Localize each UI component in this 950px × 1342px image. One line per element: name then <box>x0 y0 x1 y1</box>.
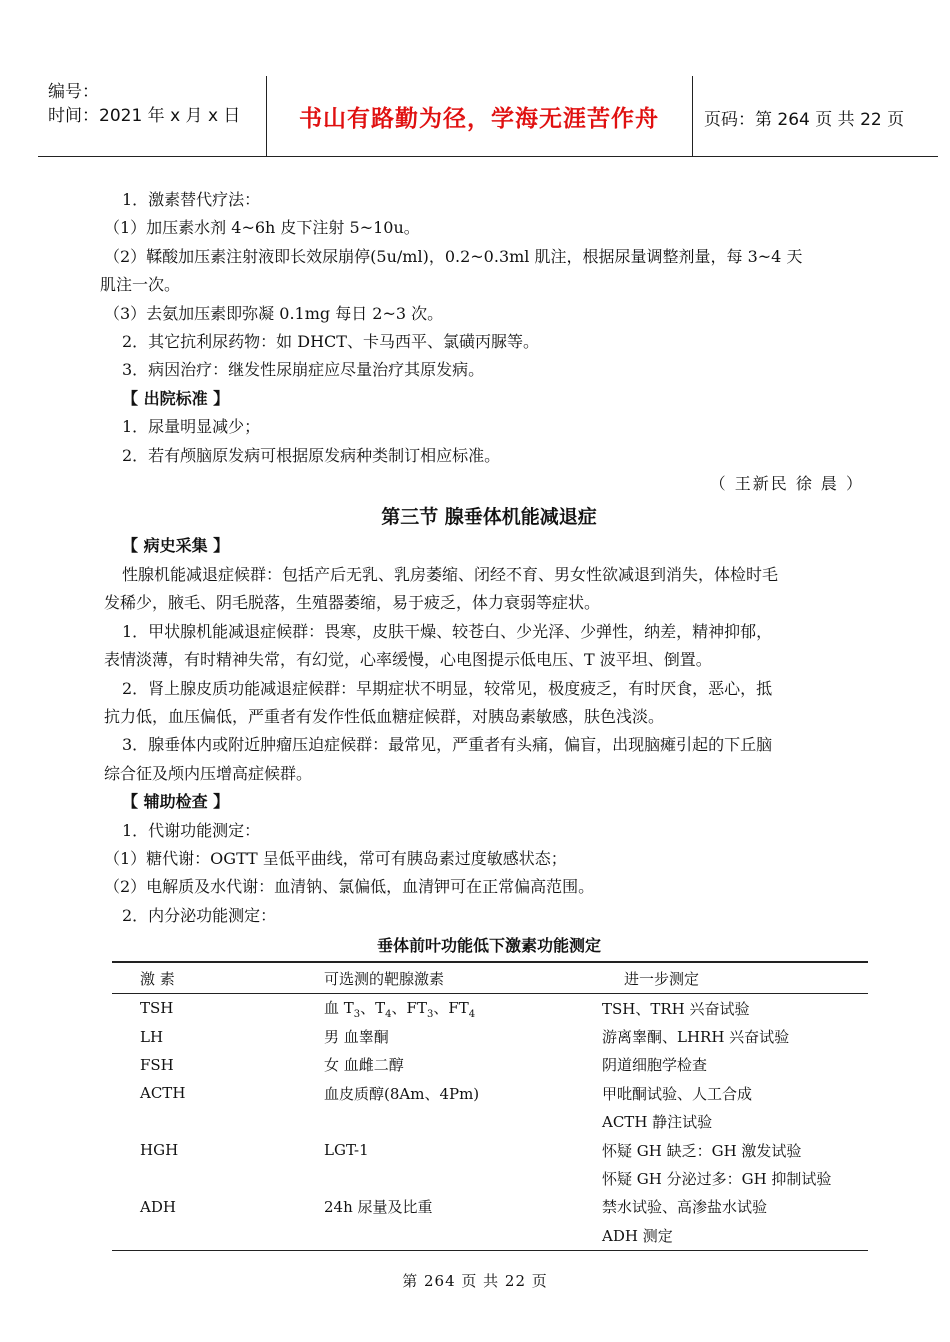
paragraph: 2．若有颅脑原发病可根据原发病种类制订相应标准。 <box>122 445 501 465</box>
column-header: 进一步测定 <box>624 969 700 988</box>
paragraph: 3．病因治疗：继发性尿崩症应尽量治疗其原发病。 <box>122 360 485 380</box>
document-body <box>100 186 874 961</box>
table-row <box>112 1136 868 1164</box>
paragraph: 综合征及颅内压增高症候群。 <box>104 763 313 783</box>
table-cell: 血皮质醇(8Am、4Pm) <box>324 1084 480 1103</box>
header-time: 时间：2021 年 x 月 x 日 <box>48 106 241 126</box>
section-heading-aux: 【 辅助检查 】 <box>122 792 230 812</box>
paragraph: 表情淡薄，有时精神失常，有幻觉，心率缓慢，心电图提示低电压、T 波平坦、倒置。 <box>104 650 712 670</box>
subscript: 4 <box>468 1008 476 1020</box>
table-cell <box>112 1108 300 1136</box>
subscript: 3 <box>353 1008 361 1020</box>
cell-text: 、T <box>360 998 386 1017</box>
table-title: 垂体前叶功能低下激素功能测定 <box>376 936 601 956</box>
page-footer: 第 264 页 共 22 页 <box>402 1272 548 1290</box>
table-cell: ACTH <box>140 1084 186 1103</box>
table-cell: 禁水试验、高渗盐水试验 <box>602 1198 768 1217</box>
table-cell: 阴道细胞学检查 <box>602 1056 708 1075</box>
header-meta <box>48 80 268 128</box>
hormone-test-table <box>112 961 868 1251</box>
paragraph: 1．甲状腺机能减退症候群：畏寒，皮肤干燥、较苍白、少光泽、少弹性，纳差，精神抑郁， <box>122 621 773 641</box>
header-divider <box>692 76 693 156</box>
column-header: 激 素 <box>140 969 175 988</box>
subscript: 4 <box>385 1008 392 1020</box>
table-cell: 甲吡酮试验、人工合成 <box>602 1084 753 1103</box>
paragraph: 发稀少，腋毛、阴毛脱落，生殖器萎缩，易于疲乏，体力衰弱等症状。 <box>104 593 601 613</box>
table-cell: TSH <box>140 999 174 1018</box>
table-cell: LH <box>140 1027 164 1046</box>
table-cell: ADH <box>140 1197 176 1216</box>
paragraph: 2．内分泌功能测定： <box>122 905 277 925</box>
paragraph: （1）糖代谢：OGTT 呈低平曲线，常可有胰岛素过度敏感状态； <box>104 848 567 868</box>
page-header <box>38 76 938 157</box>
table-cell: 怀疑 GH 缺乏：GH 激发试验 <box>602 1141 802 1160</box>
paragraph: 抗力低，血压偏低，严重者有发作性低血糖症候群，对胰岛素敏感，肤色浅淡。 <box>104 706 665 726</box>
chapter-title: 第三节 腺垂体机能减退症 <box>381 506 597 529</box>
table-cell: 怀疑 GH 分泌过多：GH 抑制试验 <box>602 1170 832 1189</box>
table-header-row <box>112 962 868 994</box>
header-page-info: 页码：第 264 页 共 22 页 <box>704 110 905 130</box>
table-row <box>112 1051 868 1079</box>
paragraph: 2．其它抗利尿药物：如 DHCT、卡马西平、氯磺丙脲等。 <box>122 332 539 352</box>
table-row <box>112 1221 868 1250</box>
table-row <box>112 1108 868 1136</box>
section-heading-discharge: 【 出院标准 】 <box>122 388 230 408</box>
paragraph: 1．代谢功能测定： <box>122 820 261 840</box>
table-row <box>112 1164 868 1192</box>
subscript: 3 <box>426 1008 434 1020</box>
table-row <box>112 994 868 1023</box>
table-cell: FSH <box>140 1055 174 1074</box>
table-cell <box>300 1221 602 1250</box>
author-credit: （ 王新民 徐 晨 ） <box>709 474 864 494</box>
table-cell: HGH <box>140 1141 179 1160</box>
table-cell <box>112 1221 300 1250</box>
header-motto: 书山有路勤为径，学海无涯苦作舟 <box>299 106 659 132</box>
paragraph: （1）加压素水剂 4~6h 皮下注射 5~10u。 <box>104 218 420 238</box>
paragraph: 2．肾上腺皮质功能减退症候群：早期症状不明显，较常见，极度疲乏，有时厌食，恶心，抵 <box>122 678 773 698</box>
table-cell <box>300 1108 602 1136</box>
table-cell <box>300 1164 602 1192</box>
table-cell: TSH、TRH 兴奋试验 <box>602 999 750 1018</box>
paragraph: 1．尿量明显减少； <box>122 417 261 437</box>
paragraph: （3）去氨加压素即弥凝 0.1mg 每日 2~3 次。 <box>104 303 444 323</box>
table-row <box>112 1022 868 1050</box>
table-cell: 女 血雌二醇 <box>324 1056 404 1075</box>
paragraph: （2）电解质及水代谢：血清钠、氯偏低，血清钾可在正常偏高范围。 <box>104 877 595 897</box>
paragraph: 1．激素替代疗法： <box>122 190 261 209</box>
table-cell: ACTH 静注试验 <box>602 1113 713 1132</box>
paragraph: 肌注一次。 <box>100 275 181 295</box>
paragraph: （2）鞣酸加压素注射液即长效尿崩停(5u/ml)，0.2~0.3ml 肌注，根据尿量调整剂量，每 3~4 天 <box>104 246 803 266</box>
table-row <box>112 1079 868 1107</box>
paragraph: 3．腺垂体内或附近肿瘤压迫症候群：最常见，严重者有头痛，偏盲，出现脑瘫引起的下丘脑 <box>122 735 773 755</box>
table-cell: LGT-1 <box>324 1141 369 1160</box>
table-cell: 男 血睾酮 <box>324 1028 389 1047</box>
header-number: 编号： <box>48 82 99 102</box>
paragraph: 性腺机能减退症候群：包括产后无乳、乳房萎缩、闭经不育、男女性欲减退到消失，体检时毛 <box>122 564 779 584</box>
table-cell <box>112 1164 300 1192</box>
column-header: 可选测的靶腺激素 <box>324 969 445 988</box>
cell-text: 、FT <box>391 998 427 1017</box>
section-heading-history: 【 病史采集 】 <box>122 536 230 556</box>
table-cell-tsh-targets <box>300 994 602 1023</box>
table-cell: ADH 测定 <box>602 1226 673 1245</box>
cell-text: 、FT <box>433 998 469 1017</box>
cell-text: 血 T <box>324 998 354 1017</box>
table-row <box>112 1193 868 1221</box>
table-cell: 24h 尿量及比重 <box>324 1198 433 1217</box>
table-cell: 游离睾酮、LHRH 兴奋试验 <box>602 1028 790 1047</box>
